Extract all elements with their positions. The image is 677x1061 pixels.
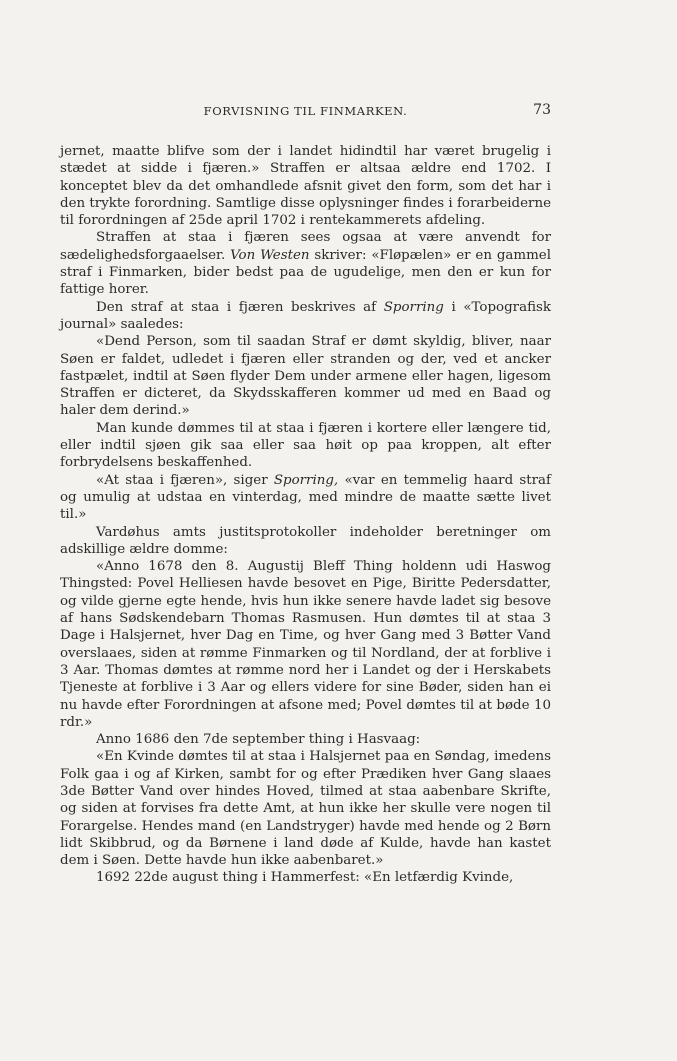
paragraph-text: Straffen at staa i fjæren sees ogsaa at være anvendt for sædelighedsforgaaelser. <box>60 230 551 263</box>
book-page <box>60 104 551 887</box>
italic-text: Sporring <box>383 299 444 315</box>
italic-text: Von Westen <box>230 247 310 263</box>
paragraph-text: jernet, maatte blifve som der i landet hidindtil har været brugelig i stædet at sidde i fjæren.» Straffen er altsaa ældre end 1702. I konceptet blev da det omhandlede afsnit givet den form, som det har i den trykte forordning. Samtlige disse oplysninger findes i forarbeiderne til forordningen af 25de april 1702 i rentekammerets afdeling. <box>60 144 551 229</box>
paragraph <box>60 869 551 886</box>
paragraph <box>60 731 551 748</box>
paragraph <box>60 229 551 298</box>
paragraph-text: i «Topografisk journal» saaledes: <box>60 299 551 332</box>
paragraph <box>60 420 551 472</box>
paragraph <box>60 333 551 419</box>
paragraph <box>60 472 551 524</box>
paragraph-text: «At staa i fjæren», siger <box>96 472 274 488</box>
paragraph-text: «Anno 1678 den 8. Augustij Bleff Thing holdenn udi Haswog Thingsted: Povel Helliesen havde besovet en Pige, Biritte Pedersdatter, og vilde gjerne egte hende, hvis hun ikke senere havde ladet sig besove af hans Sødskendebarn Thomas Rasmusen. Hun dømtes til at staa 3 Dage i Halsjernet, hver Dag en Time, og hver Gang med 3 Bøtter Vand overslaaes, siden at rømme Finmarken og til Nordland, der at forblive i 3 Aar. Thomas dømtes at rømme nord her i Landet og der i Herskabets Tjeneste at forblive i 3 Aar og ellers videre for sine Bøder, siden han ei nu havde efter Forordningen at afsone med; Povel dømtes til at bøde 10 rdr.» <box>60 559 551 730</box>
paragraph-text: Man kunde dømmes til at staa i fjæren i kortere eller længere tid, eller indtil sjøen gik saa eller saa høit op paa kroppen, alt efter forbrydelsens beskaffenhed. <box>60 420 551 471</box>
paragraph-text: 1692 22de august thing i Hammerfest: «En letfærdig Kvinde, <box>96 870 514 886</box>
paragraph <box>60 299 551 334</box>
paragraph <box>60 143 551 229</box>
paragraph-text: skriver: «Fløpælen» er en gammel straf i Finmarken, bider bedst paa de ugudelige, men den er kun for fattige horer. <box>60 247 551 298</box>
paragraph-text: «Dend Person, som til saadan Straf er dømt skyldig, bliver, naar Søen er faldet, udledet i fjæren eller stranden og der, ved et ancker fastpælet, indtil at Søen flyder Dem under armene eller hagen, ligesom Straffen er dicteret, da Skydsskafferen kommer ud med en Baad og haler dem derind.» <box>60 334 551 419</box>
paragraph-text: Den straf at staa i fjæren beskrives af <box>96 299 384 315</box>
page-number: 73 <box>533 102 551 118</box>
paragraph-text: Anno 1686 den 7de september thing i Hasvaag: <box>96 732 421 748</box>
paragraph <box>60 524 551 559</box>
paragraph-text: «var en temmelig haard straf og umulig at udstaa en vinterdag, med mindre de maatte sætte livet til.» <box>60 472 551 523</box>
body-text <box>60 143 551 887</box>
running-header <box>60 104 551 124</box>
paragraph-text: Vardøhus amts justitsprotokoller indeholder beretninger om adskillige ældre domme: <box>60 524 551 557</box>
paragraph <box>60 748 551 869</box>
paragraph-text: «En Kvinde dømtes til at staa i Halsjernet paa en Søndag, imedens Folk gaa i og af Kirken, sambt for og efter Prædiken hver Gang slaaes 3de Bøtter Vand over hindes Hoved, tilmed at staa aabenbare Skrifte, og siden at forvises fra dette Amt, at hun ikke her skulle vere nogen til Forargelse. Hendes mand (en Landstryger) havde med hende og 2 Børn lidt Skibbrud, og da Børnene i land døde af Kulde, havde han kastet dem i Søen. Dette havde hun ikke aabenbaret.» <box>60 749 551 869</box>
paragraph <box>60 558 551 731</box>
italic-text: Sporring, <box>273 472 339 488</box>
header-title: FORVISNING TIL FINMARKEN. <box>203 104 408 118</box>
